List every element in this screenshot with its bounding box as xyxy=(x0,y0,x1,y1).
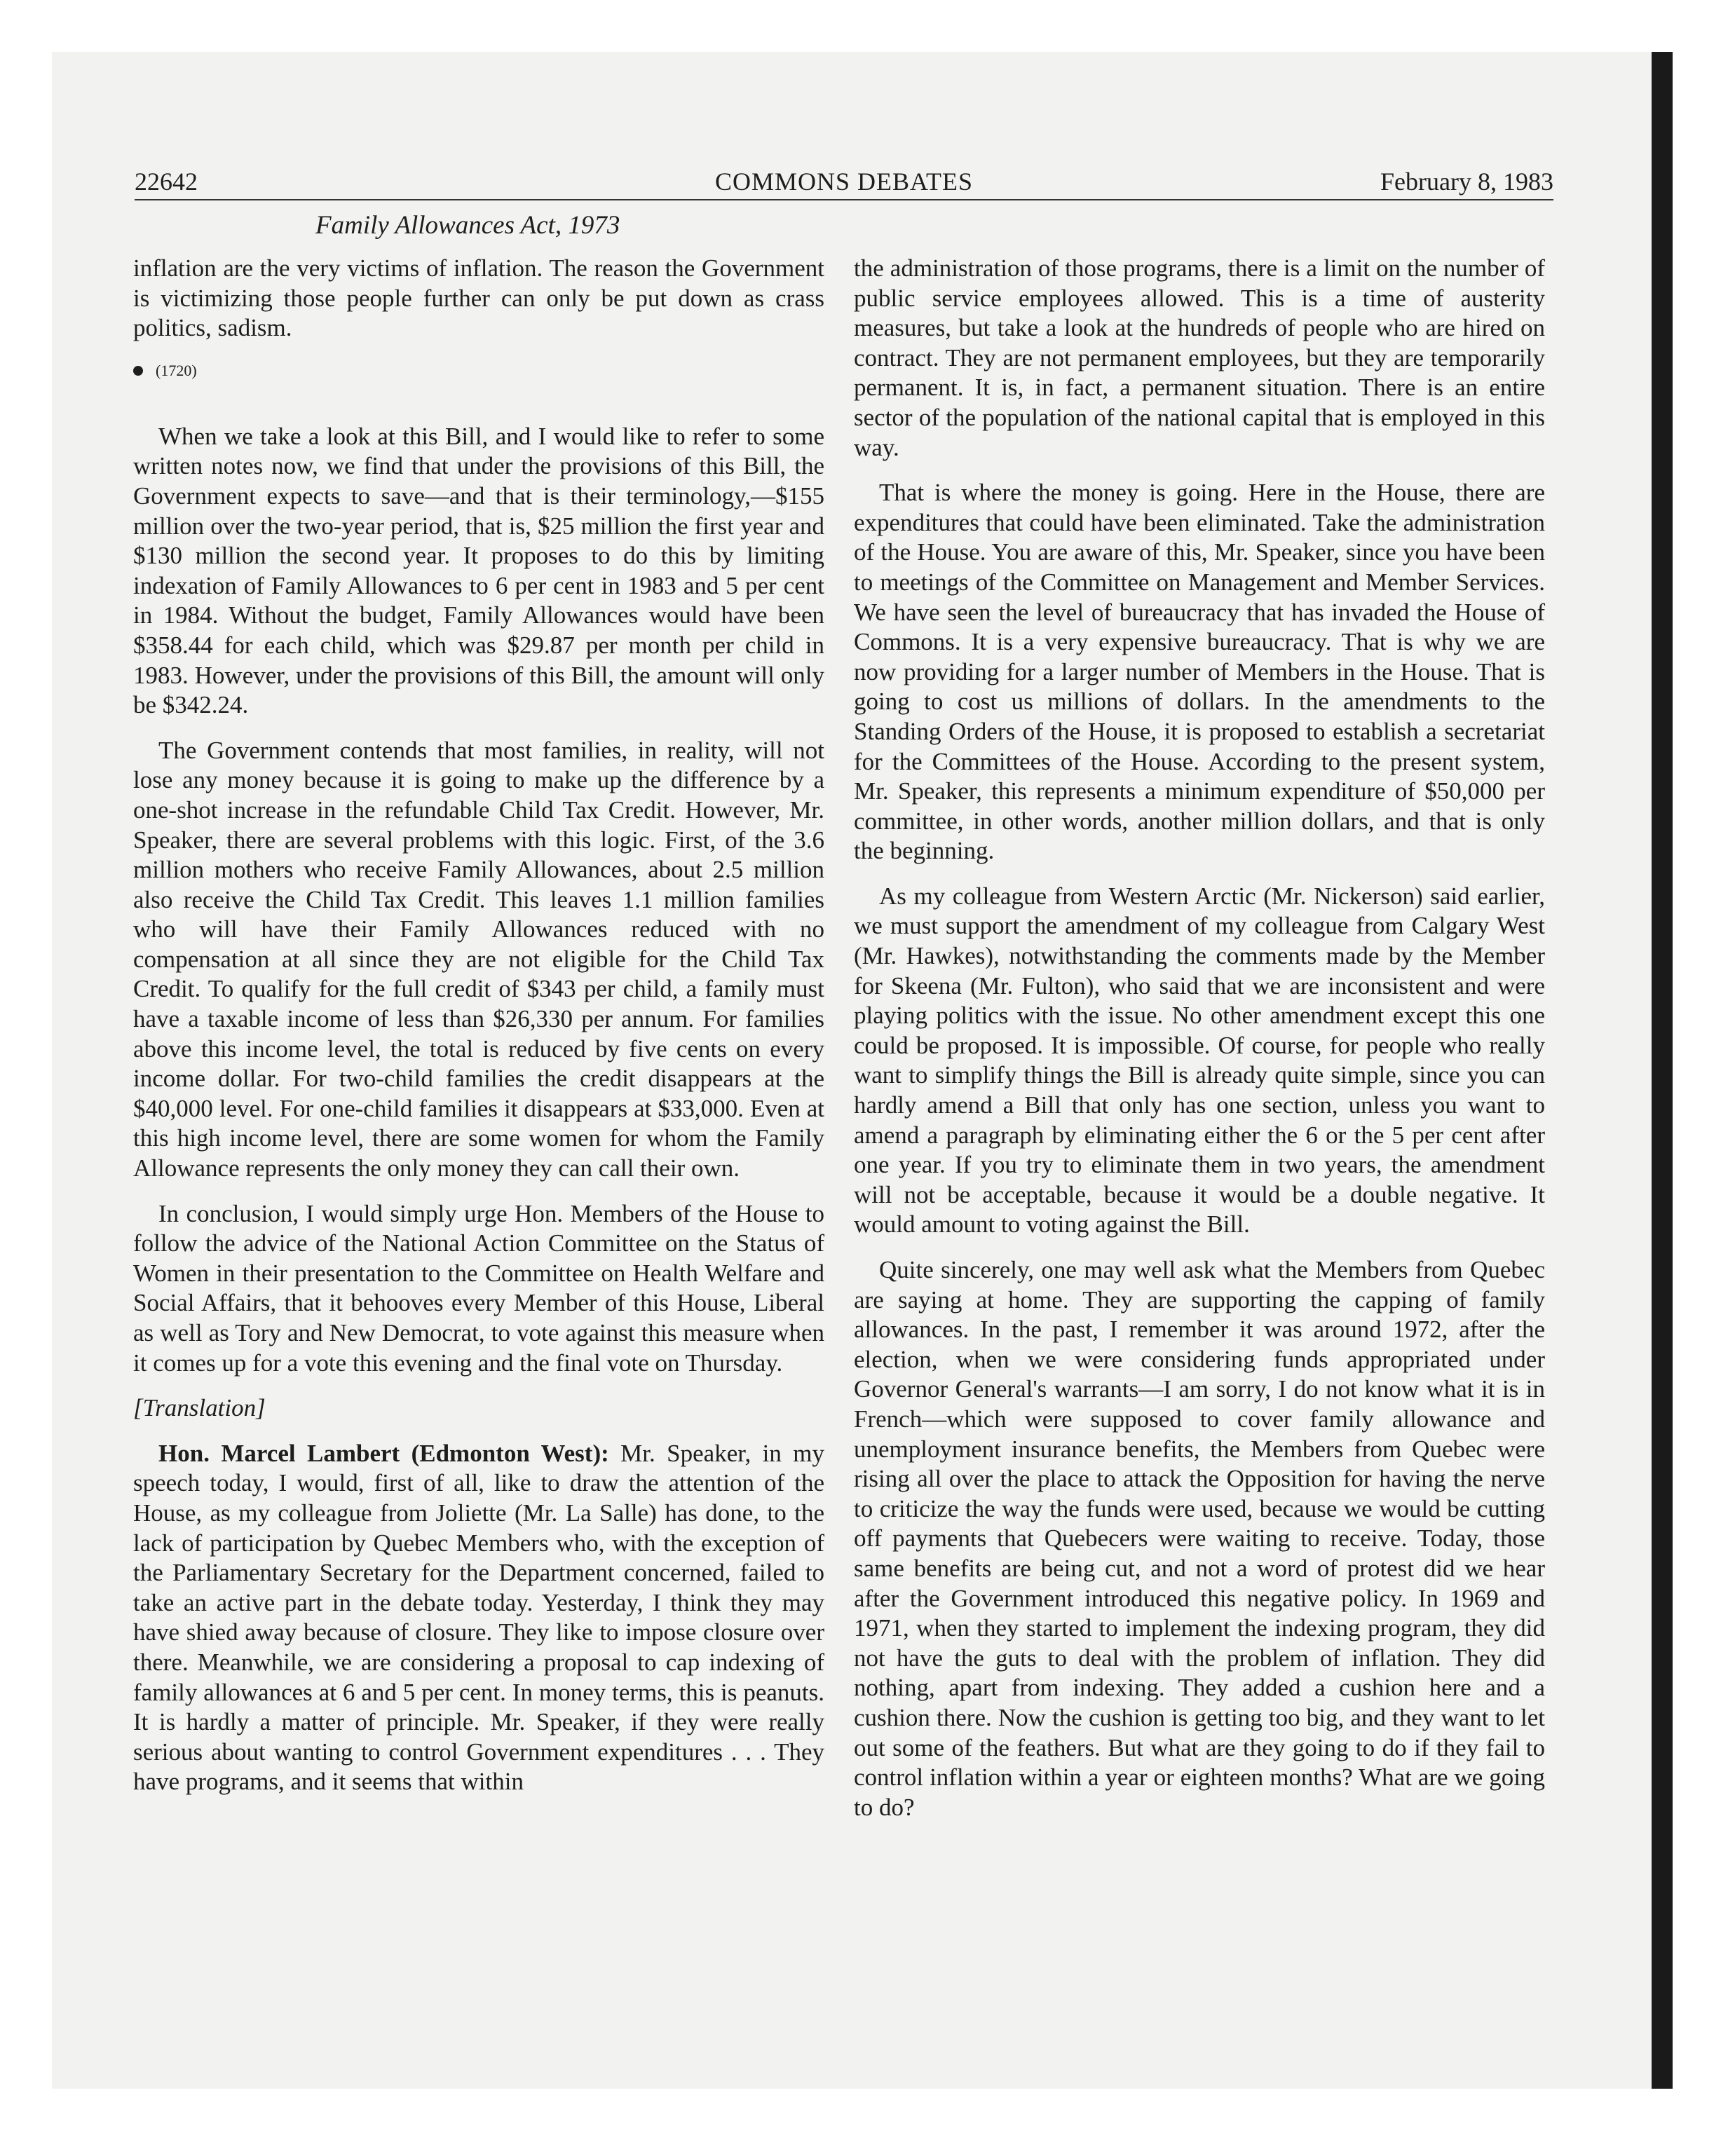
bullet-icon xyxy=(133,366,143,376)
paragraph: That is where the money is going. Here in the House, there are expenditures that could have been eliminated. Take the administration of the House. You are aware of this, Mr. Speaker, since you have been to meetings of the Committee on Management and Member Services. We have seen the level of bureaucracy that has invaded the House of Commons. It is a very expensive bureaucracy. That is why we are now providing for a larger number of Members in the House. That is going to cost us millions of dollars. In the amendments to the Standing Orders of the House, it is proposed to establish a secretariat for the Committees of the House. According to the present system, Mr. Speaker, this represents a minimum expenditure of $50,000 per committee, in other words, another million dollars, and that is only the beginning. xyxy=(854,479,1545,865)
paragraph: When we take a look at this Bill, and I would like to refer to some written notes now, we find that under the provisions of this Bill, the Government expects to save—and that is their terminology,—$155 million over the two-year period, that is, $25 million the first year and $130 million the second year. It proposes to do this by limiting indexation of Family Allowances to 6 per cent in 1983 and 5 per cent in 1984. Without the budget, Family Allowances would have been $358.44 for each child, which was $29.87 per month per child in 1983. However, under the provisions of this Bill, the amount will only be $342.24. xyxy=(133,422,824,719)
time-marker xyxy=(133,360,824,381)
paragraph: the administration of those programs, there is a limit on the number of public service employees allowed. This is a time of austerity measures, but take a look at the hundreds of people who are hired on contract. They are not permanent employees, but they are temporarily permanent. It is, in fact, a permanent situation. There is an entire sector of the population of the national capital that is employed in this way. xyxy=(854,254,1545,461)
translation-label: [Translation] xyxy=(133,1394,266,1422)
binding-edge xyxy=(1652,52,1673,2089)
left-column xyxy=(133,254,824,1813)
section-subheading: Family Allowances Act, 1973 xyxy=(315,211,620,240)
publication-title: COMMONS DEBATES xyxy=(714,168,974,196)
speech-text: Mr. Speaker, in my speech today, I would, first of all, like to draw the attention of the House, as my colleague from Joliette (Mr. La Salle) has done, to the lack of participation by Quebec Members who, with the exception of the Parliamentary Secretary for the Department concerned, failed to take an active part in the debate today. Yesterday, I think they may have shied away because of closure. They like to impose closure over there. Meanwhile, we are considering a proposal to cap indexing of family allowances at 6 and 5 per cent. In money terms, this is peanuts. It is hardly a matter of principle. Mr. Speaker, if they were really serious about wanting to control Government expenditures . . . They have programs, and it seems that within xyxy=(133,1439,824,1796)
speaker-name: Hon. Marcel Lambert (Edmonton West): xyxy=(158,1439,609,1467)
header-date: February 8, 1983 xyxy=(1380,168,1553,196)
right-column xyxy=(854,254,1545,1838)
paragraph: Quite sincerely, one may well ask what the Members from Quebec are saying at home. They are supporting the capping of family allowances. In the past, I remember it was around 1972, after the election, when we were considering funds appropriated under Governor General's warrants—I am sorry, I do not know what it is in French—which were supposed to cover family allowance and unemployment insurance benefits, the Members from Quebec were rising all over the place to attack the Opposition for having the nerve to criticize the way the funds were used, because we would be cutting off payments that Quebecers were waiting to receive. Today, those same benefits are being cut, and not a word of protest did we hear after the Government introduced this negative policy. In 1969 and 1971, when they started to implement the indexing program, they did not have the guts to deal with the problem of inflation. They did nothing, apart from indexing. They added a cushion here and a cushion there. Now the cushion is getting too big, and they want to let out some of the feathers. But what are they going to do if they fail to control inflation within a year or eighteen months? What are we going to do? xyxy=(854,1256,1545,1821)
time-marker-label: (1720) xyxy=(156,361,197,379)
page-number: 22642 xyxy=(135,168,198,196)
paragraph: inflation are the very victims of inflation. The reason the Government is victimizing those people further can only be put down as crass politics, sadism. xyxy=(133,254,824,342)
speech-paragraph xyxy=(133,1439,824,1797)
paragraph: In conclusion, I would simply urge Hon. Members of the House to follow the advice of the National Action Committee on the Status of Women in their presentation to the Committee on Health Welfare and Social Affairs, that it behooves every Member of this House, Liberal as well as Tory and New Democrat, to vote against this measure when it comes up for a vote this evening and the final vote on Thursday. xyxy=(133,1199,824,1377)
paragraph: The Government contends that most families, in reality, will not lose any money because it is going to make up the difference by a one-shot increase in the refundable Child Tax Credit. However, Mr. Speaker, there are several problems with this logic. First, of the 3.6 million mothers who receive Family Allowances, about 2.5 million also receive the Child Tax Credit. This leaves 1.1 million families who will have their Family Allowances reduced with no compensation at all since they are not eligible for the Child Tax Credit. To qualify for the full credit of $343 per child, a family must have a taxable income of less than $26,330 per annum. For families above this income level, the total is reduced by five cents on every income dollar. For two-child families the credit disappears at the $40,000 level. For one-child families it disappears at $33,000. Even at this high income level, there are some women for whom the Family Allowance represents the only money they can call their own. xyxy=(133,736,824,1182)
running-header xyxy=(135,164,1553,200)
paragraph: As my colleague from Western Arctic (Mr. Nickerson) said earlier, we must support the amendment of my colleague from Calgary West (Mr. Hawkes), notwithstanding the comments made by the Member for Skeena (Mr. Fulton), who said that we are inconsistent and were playing politics with the issue. No other amendment except this one could be proposed. It is impossible. Of course, for people who really want to simplify things the Bill is already quite simple, since you can hardly amend a Bill that only has one section, unless you want to amend a paragraph by eliminating either the 6 or the 5 per cent after one year. If you try to eliminate them in two years, the amendment will not be acceptable, because it would be a double negative. It would amount to voting against the Bill. xyxy=(854,882,1545,1239)
